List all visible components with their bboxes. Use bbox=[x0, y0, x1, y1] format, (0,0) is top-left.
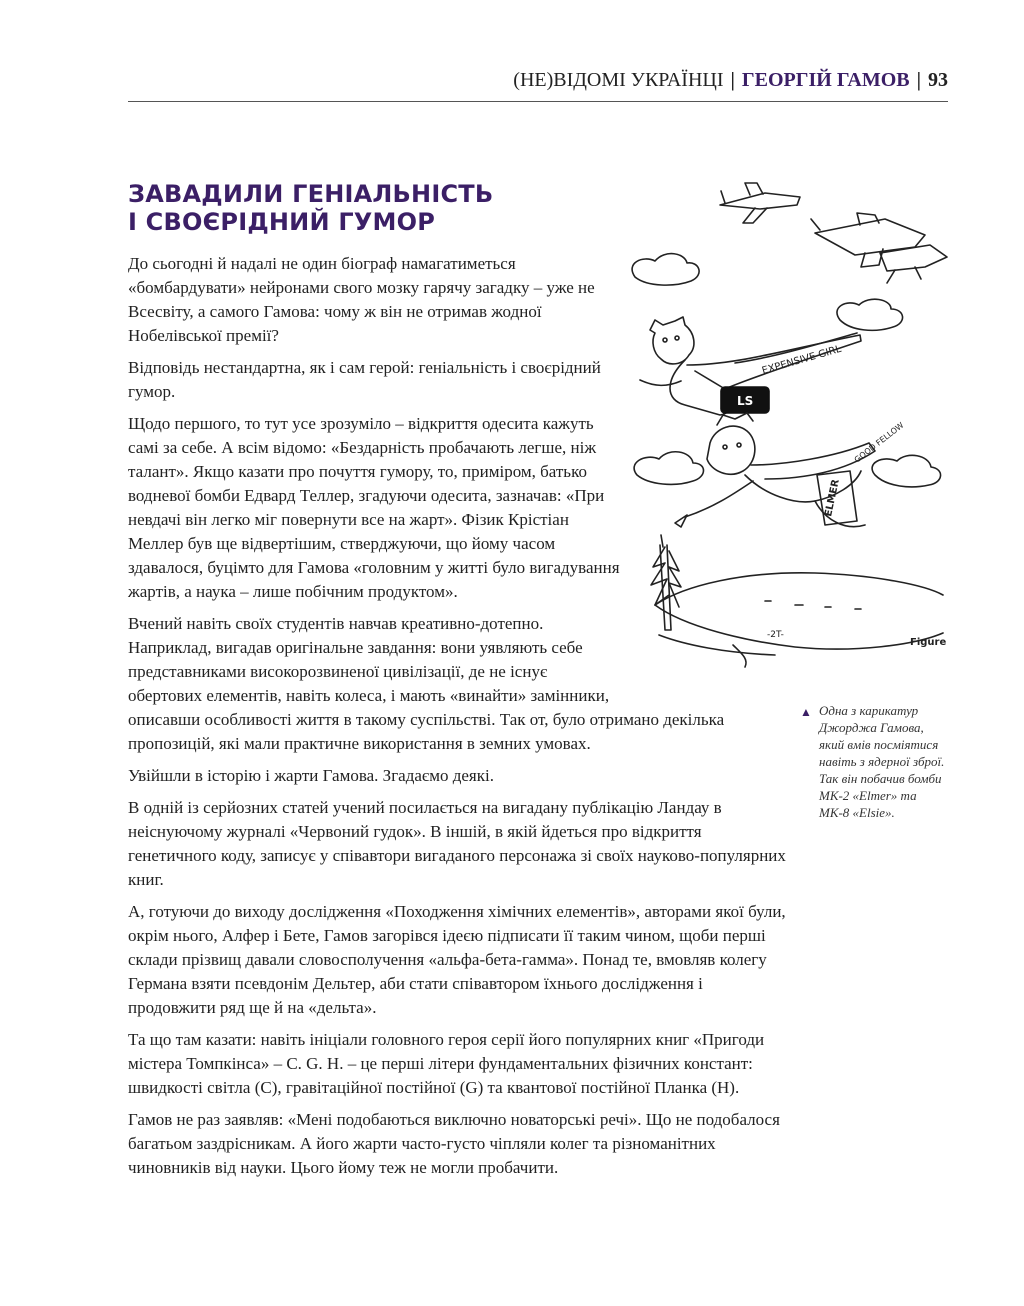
cloud-shape bbox=[837, 299, 903, 330]
airplane-icon bbox=[880, 245, 947, 283]
tree-icon bbox=[651, 535, 681, 630]
cloud-shape bbox=[632, 254, 699, 285]
page-number: 93 bbox=[928, 69, 948, 91]
caption-triangle-icon: ▲ bbox=[800, 705, 812, 719]
airplane-icon bbox=[720, 183, 800, 223]
cartoon-label-ground: -2T- bbox=[767, 630, 784, 640]
cartoon-label-sash-bottom: GOOD FELLOW bbox=[852, 420, 906, 465]
cartoon-label-sash-top: EXPENSIVE GIRL bbox=[760, 343, 843, 377]
paragraph: Та що там казати: навіть ініціали головного героя серії його популярних книг «Пригоди містера Томпкінса» – C. G. H. – це перші літери фундаментальних фізичних констант: швидкості світла (C), гравітаційної постійної (G) та квантової постійної Планка (H). bbox=[128, 1030, 765, 1097]
cloud-shape bbox=[634, 452, 703, 485]
cartoon-label-bomb-top: LS bbox=[737, 394, 754, 408]
cartoon-drawing bbox=[625, 175, 950, 680]
caption-text: Одна з карикатур Джорджа Гамова, який вмів посміятися навіть з ядерної зброї. Так він побачив бомби МК-2 «Elmer» та МК-8 «Elsie». bbox=[819, 703, 945, 820]
paragraph: Гамов не раз заявляв: «Мені подобаються виключно новаторські речі». Що не подобалося багатьом заздрісникам. А його жарти часто-густо чіпляли колег та різноманітних чиновників від науки. Цього йому теж не могли пробачити. bbox=[128, 1110, 780, 1177]
paragraph: Увійшли в історію і жарти Гамова. Згадаємо деякі. bbox=[128, 766, 494, 785]
paragraph: Відповідь нестандартна, як і сам герой: геніальність і своєрідний гумор. bbox=[128, 358, 601, 401]
ground-landscape bbox=[655, 573, 943, 667]
header-rule bbox=[128, 101, 948, 102]
paragraph: Щодо першого, то тут усе зрозуміло – відкриття одесита кажуть самі за себе. А всім відомо: «Бездарність пробачають легше, ніж талант». Якщо казати про почуття гумору, то, приміром, батько водневої бомби Едвард Теллер, згадуючи одесита, зазначав: «При невдачі він легко міг повернути все на жарт». Фізик Крістіан Меллер був ще відвертішим, стверджуючи, що йому часом здавалося, буцімто для Гамова «головним у житті було вигадування жартів, а наука – лише побічним продуктом». bbox=[128, 414, 620, 601]
header-separator: | bbox=[916, 69, 921, 91]
airplane-icon bbox=[811, 213, 925, 267]
cartoon-illustration bbox=[625, 175, 950, 680]
paragraph: А, готуючи до виходу дослідження «Походження хімічних елементів», авторами якої були, окрім нього, Алфер і Бете, Гамов загорівся ідеєю підписати її таким чином, щоби перші склади прізвищ давали словосполучення «альфа-бета-гамма». Понад те, вмовляв колегу Германа взяти псевдонім Дельтер, аби стати співавтором їхнього дослідження і продовжити ряд ще й на «дельта». bbox=[128, 902, 786, 1017]
header-series: (НЕ)ВІДОМІ УКРАЇНЦІ bbox=[513, 69, 724, 91]
flying-figure-bottom bbox=[675, 413, 875, 527]
running-header bbox=[513, 66, 948, 94]
header-separator: | bbox=[730, 69, 735, 91]
paragraph: В одній із серйозних статей учений посилається на вигадану публікацію Ландау в неіснуючому журналі «Червоний гудок». В іншій, в якій йдеться про відкриття генетичного коду, записує у співавтори вигаданого персонажа зі своїх науково-популярних книг. bbox=[128, 798, 786, 889]
paragraph: Вчений навіть своїх студентів навчав креативно-дотепно. Наприклад, вигадав оригінальне завдання: вони уявляють себе представниками високорозвиненої цивілізації, де не існує обертових елементів, навіть колеса, і мають «винайти» замінники, описавши особливості життя в такому суспільстві. Так от, було отримано декілька пропозицій, які мали практичне використання в земних умовах. bbox=[128, 614, 725, 753]
cartoon-label-corner: Figure bbox=[910, 637, 947, 648]
section-title-line: І СВОЄРІДНИЙ ГУМОР bbox=[128, 208, 435, 236]
cloud-shape bbox=[872, 455, 940, 487]
figure-caption bbox=[800, 702, 950, 821]
cartoon-label-bomb-bottom: ELMER bbox=[823, 478, 842, 518]
header-topic: ГЕОРГІЙ ГАМОВ bbox=[741, 69, 910, 91]
paragraph: До сьогодні й надалі не один біограф намагатиметься «бомбардувати» нейронами свого мозку гарячу загадку – уже не Всесвіту, а самого Гамова: чому ж він не отримав жодної Нобелівської премії? bbox=[128, 254, 595, 345]
section-title bbox=[128, 180, 493, 236]
section-title-line: ЗАВАДИЛИ ГЕНІАЛЬНІСТЬ bbox=[128, 180, 494, 208]
